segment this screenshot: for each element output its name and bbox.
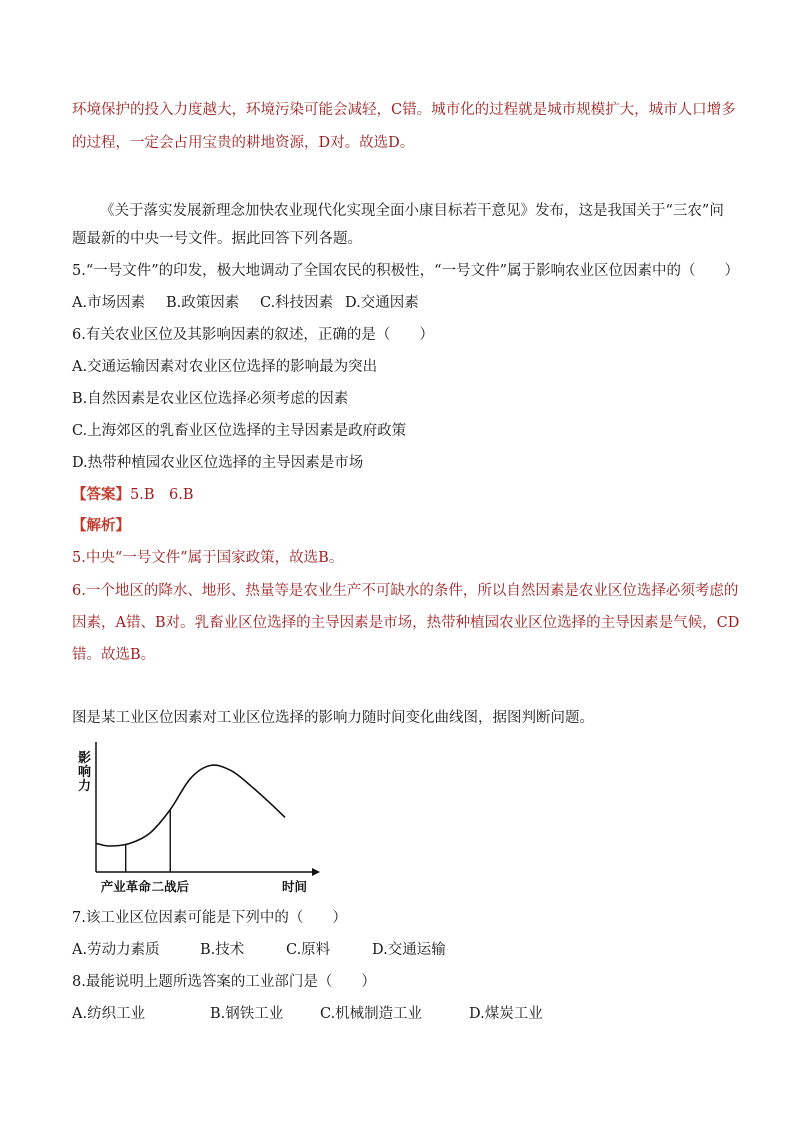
q5-option-c[interactable]: C.科技因素	[260, 295, 334, 311]
q8-stem: 8.最能说明上题所选答案的工业部门是（ ）	[72, 974, 376, 990]
influence-chart	[72, 738, 332, 898]
post-war-label: 二战后	[151, 879, 190, 894]
q8-option-b[interactable]: B.钢铁工业	[210, 1006, 284, 1022]
x-axis-label: 时间	[282, 879, 308, 894]
y-label-char-3: 力	[78, 779, 92, 794]
q8-option-c[interactable]: C.机械制造工业	[320, 1006, 423, 1022]
analysis-tag: 【解析】	[72, 517, 130, 534]
q5-stem: 5.“一号文件”的印发，极大地调动了全国农民的积极性，“一号文件”属于影响农业区位因素中的（ ）	[72, 263, 739, 279]
q6-stem: 6.有关农业区位及其影响因素的叙述，正确的是（ ）	[72, 327, 434, 343]
q7-stem: 7.该工业区位因素可能是下列中的（ ）	[72, 910, 347, 926]
y-label-char-2: 响	[78, 765, 92, 780]
answer-line	[72, 485, 193, 505]
q8-option-d[interactable]: D.煤炭工业	[469, 1006, 543, 1022]
group2-intro-line-2: 题最新的中央一号文件。据此回答下列各题。	[72, 231, 362, 247]
answer-text: 5.B 6.B	[130, 487, 194, 503]
x-axis-arrow	[312, 868, 320, 876]
analysis-q6-line-2: 因素，A错、B对。乳畜业区位选择的主导因素是市场，热带种植园农业区位选择的主导因素是气候，CD	[72, 615, 740, 631]
y-label-char-1: 影	[78, 751, 92, 766]
q5-option-a[interactable]: A.市场因素	[72, 295, 146, 311]
group3-intro: 图是某工业区位因素对工业区位选择的影响力随时间变化曲线图，据图判断问题。	[72, 710, 594, 726]
q6-option-c[interactable]: C.上海郊区的乳畜业区位选择的主导因素是政府政策	[72, 423, 407, 439]
q6-option-a[interactable]: A.交通运输因素对农业区位选择的影响最为突出	[72, 359, 378, 375]
q5-option-b[interactable]: B.政策因素	[166, 295, 240, 311]
analysis-q6-line-1: 6.一个地区的降水、地形、热量等是农业生产不可缺水的条件，所以自然因素是农业区位选择必须考虑的	[72, 583, 739, 599]
prev-explanation-line-2: 的过程，一定会占用宝贵的耕地资源，D对。故选D。	[72, 135, 415, 151]
q7-option-b[interactable]: B.技术	[200, 942, 245, 958]
analysis-q5: 5.中央“一号文件”属于国家政策，故选B。	[72, 550, 344, 566]
q6-option-b[interactable]: B.自然因素是农业区位选择必须考虑的因素	[72, 391, 349, 407]
q7-option-a[interactable]: A.劳动力素质	[72, 942, 160, 958]
analysis-q6-line-3: 错。故选B。	[72, 647, 156, 663]
group2-intro-line-1: 《关于落实发展新理念加快农业现代化实现全面小康目标若干意见》发布，这是我国关于“三农”问	[100, 203, 724, 219]
influence-curve	[96, 765, 285, 846]
q8-option-a[interactable]: A.纺织工业	[72, 1006, 146, 1022]
q6-option-d[interactable]: D.热带种植园农业区位选择的主导因素是市场	[72, 455, 364, 471]
q5-option-d[interactable]: D.交通因素	[345, 295, 419, 311]
prev-explanation-line-1: 环境保护的投入力度越大，环境污染可能会减轻，C错。城市化的过程就是城市规模扩大，城市人口增多	[72, 102, 736, 118]
industrial-revolution-label: 产业革命	[100, 879, 151, 894]
q7-option-c[interactable]: C.原料	[286, 942, 331, 958]
analysis-line	[72, 516, 130, 536]
answer-tag: 【答案】	[72, 486, 130, 503]
q7-option-d[interactable]: D.交通运输	[372, 942, 446, 958]
